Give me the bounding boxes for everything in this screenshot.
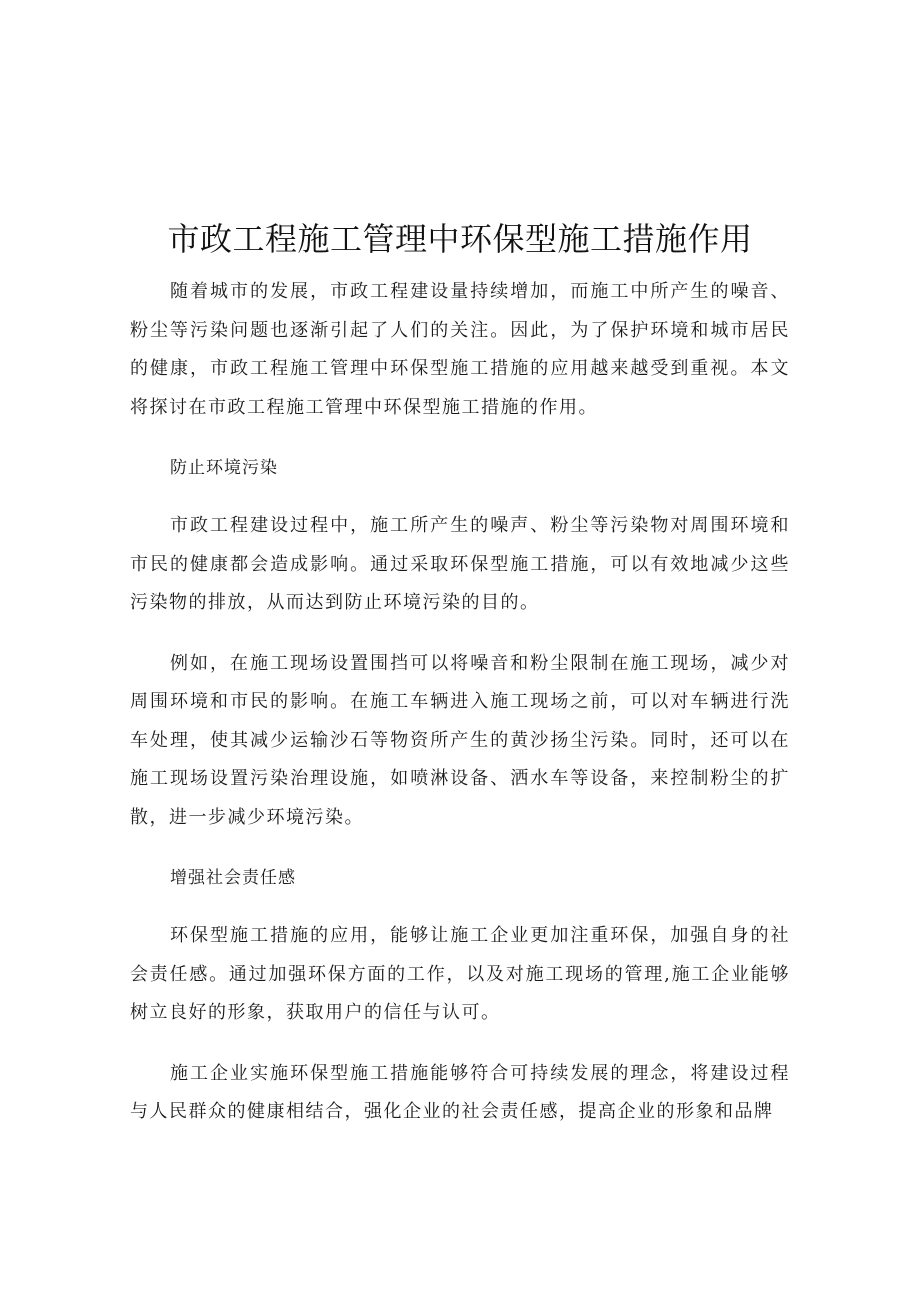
body-paragraph: 例如，在施工现场设置围挡可以将噪音和粉尘限制在施工现场，减少对周围环境和市民的影响。在施工车辆进入施工现场之前，可以对车辆进行洗车处理，使其减少运输沙石等物资所产生的黄沙扬尘污染。同时，还可以在施工现场设置污染治理设施，如喷淋设备、洒水车等设备，来控制粉尘的扩散，进一步减少环境污染。 [130,652,790,828]
body-paragraph: 施工企业实施环保型施工措施能够符合可持续发展的理念，将建设过程与人民群众的健康相结合，强化企业的社会责任感，提高企业的形象和品牌 [130,1062,790,1122]
document-page [130,215,790,1154]
document-title: 市政工程施工管理中环保型施工措施作用 [167,220,753,258]
body-paragraph: 市政工程建设过程中，施工所产生的噪声、粉尘等污染物对周围环境和市民的健康都会造成影响。通过采取环保型施工措施，可以有效地减少这些污染物的排放，从而达到防止环境污染的目的。 [130,515,790,613]
section-heading: 增强社会责任感 [170,868,296,888]
body-paragraph: 环保型施工措施的应用，能够让施工企业更加注重环保，加强自身的社会责任感。通过加强环保方面的工作，以及对施工现场的管理,施工企业能够树立良好的形象，获取用户的信任与认可。 [130,925,790,1023]
intro-paragraph: 随着城市的发展，市政工程建设量持续增加，而施工中所产生的噪音、粉尘等污染问题也逐渐引起了人们的关注。因此，为了保护环境和城市居民的健康，市政工程施工管理中环保型施工措施的应用越来越受到重视。本文将探讨在市政工程施工管理中环保型施工措施的作用。 [130,281,790,418]
section-heading: 防止环境污染 [170,458,278,478]
